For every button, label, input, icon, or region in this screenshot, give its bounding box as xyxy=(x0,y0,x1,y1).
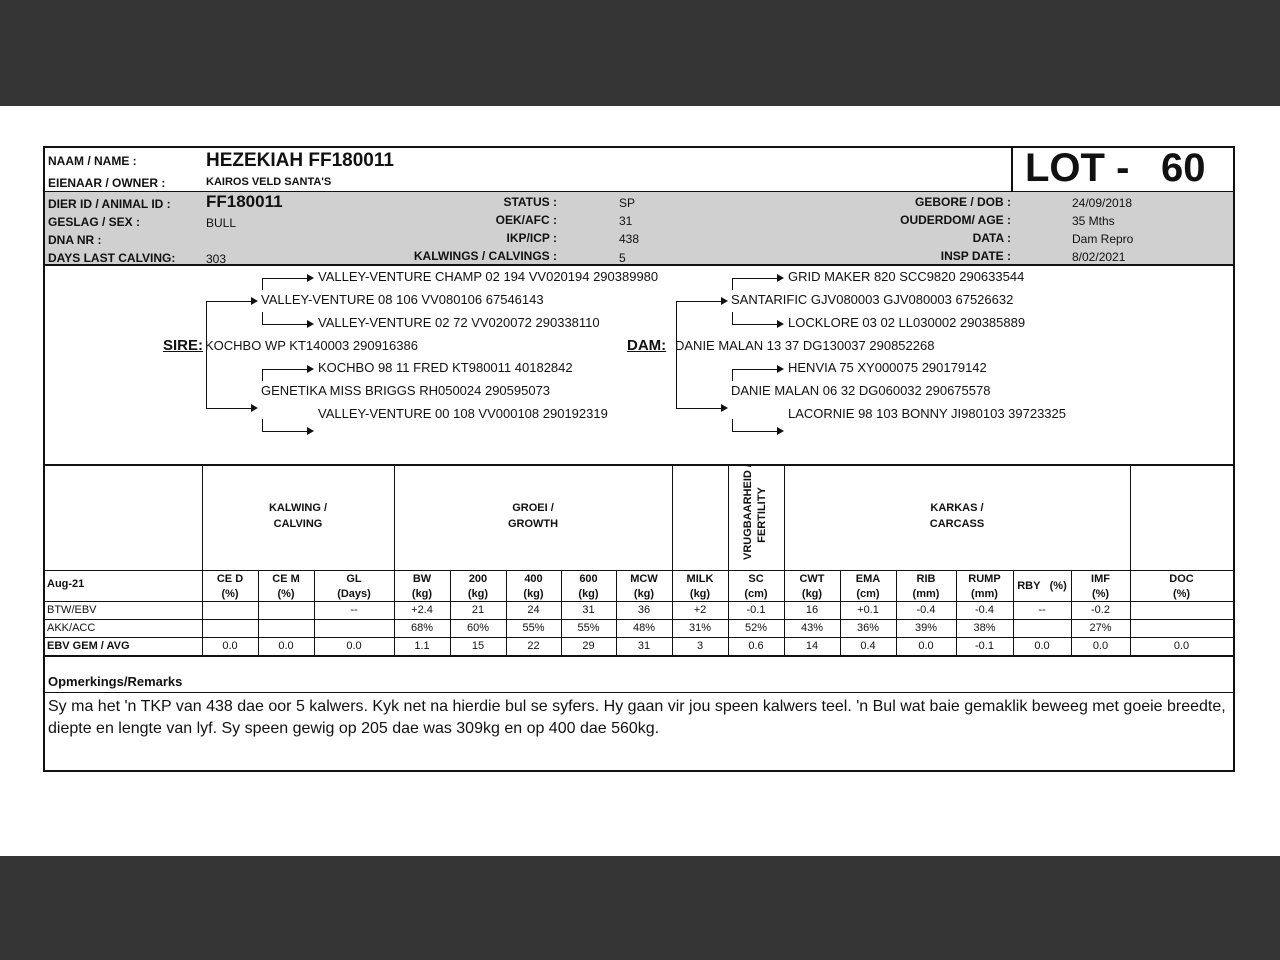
lot-sheet xyxy=(43,146,1235,772)
col-sc: SC (cm) xyxy=(744,573,768,600)
ebv-cell: 38% xyxy=(973,622,996,634)
sire-sire-dam: VALLEY-VENTURE 02 72 VV020072 290338110 xyxy=(318,315,600,330)
sire-sire-sire: VALLEY-VENTURE CHAMP 02 194 VV020194 290389980 xyxy=(318,269,659,284)
ebv-cell: 31 xyxy=(637,640,651,652)
col-cwt: CWT (kg) xyxy=(799,573,825,600)
ebv-cell: 0.0 xyxy=(278,640,294,652)
row-label-avg: EBV GEM / AVG xyxy=(47,640,130,652)
calving-group: KALWING / CALVING xyxy=(268,502,328,530)
sire-dam-sire: KOCHBO 98 11 FRED KT980011 40182842 xyxy=(318,360,573,375)
sire-dam: GENETIKA MISS BRIGGS RH050024 290595073 xyxy=(261,383,551,398)
ebv-cell: 0.4 xyxy=(860,640,876,652)
owner-label: EIENAAR / OWNER : xyxy=(48,176,166,190)
col-milk: MILK (kg) xyxy=(686,573,714,600)
data-value: Dam Repro xyxy=(1072,232,1134,246)
col-rby: RBY (%) xyxy=(1017,580,1067,592)
ebv-cell: 48% xyxy=(632,622,656,634)
afc-label: OEK/AFC : xyxy=(495,213,557,227)
ebv-cell: 31% xyxy=(688,622,712,634)
header-section xyxy=(45,148,1233,192)
icp-label: IKP/ICP : xyxy=(506,231,557,245)
age-value: 35 Mths xyxy=(1072,214,1115,228)
ebv-cell: 21 xyxy=(471,604,485,616)
remarks-heading: Opmerkings/Remarks xyxy=(48,674,183,689)
dam-label: DAM: xyxy=(627,337,667,354)
col-600: 600 (kg) xyxy=(578,573,599,600)
dam-sire-dam: LOCKLORE 03 02 LL030002 290385889 xyxy=(788,315,1026,330)
col-ema: EMA (cm) xyxy=(855,573,881,600)
insp-date-value: 8/02/2021 xyxy=(1072,250,1126,264)
sire-dam-dam: VALLEY-VENTURE 00 108 VV000108 290192319 xyxy=(318,406,608,421)
lot-label: LOT - xyxy=(1025,146,1130,190)
col-rump: RUMP (mm) xyxy=(968,573,1001,600)
row-label-ebv: BTW/EBV xyxy=(47,604,97,616)
row-label-acc: AKK/ACC xyxy=(47,622,96,634)
ebv-period: Aug-21 xyxy=(47,578,85,590)
ebv-cell: 36% xyxy=(856,622,880,634)
ebv-cell: 0.0 xyxy=(222,640,238,652)
ebv-cell: -0.2 xyxy=(1091,604,1110,616)
ebv-cell: +0.1 xyxy=(857,604,879,616)
dam-dam-dam: LACORNIE 98 103 BONNY JI980103 39723325 xyxy=(788,406,1066,421)
owner-value: KAIROS VELD SANTA'S xyxy=(206,176,332,188)
col-mcw: MCW (kg) xyxy=(630,573,658,600)
sex-label: GESLAG / SEX : xyxy=(48,215,141,229)
animal-id-label: DIER ID / ANIMAL ID : xyxy=(48,197,171,211)
ebv-cell: 14 xyxy=(805,640,819,652)
animal-id-value: FF180011 xyxy=(206,192,283,211)
col-imf: IMF (%) xyxy=(1091,573,1110,600)
ebv-cell: -- xyxy=(350,604,358,616)
col-cem: CE M (%) xyxy=(272,573,300,600)
carcass-group: KARKAS / CARCASS xyxy=(929,502,985,530)
dna-label: DNA NR : xyxy=(48,233,102,247)
col-400: 400 (kg) xyxy=(523,573,544,600)
ebv-cell: 3 xyxy=(696,640,704,652)
ebv-cell: 52% xyxy=(744,622,768,634)
ebv-cell: -0.1 xyxy=(975,640,994,652)
ebv-cell: -0.1 xyxy=(746,604,766,616)
insp-date-label: INSP DATE : xyxy=(940,249,1011,263)
afc-value: 31 xyxy=(619,214,633,228)
dam-sire-sire: GRID MAKER 820 SCC9820 290633544 xyxy=(788,269,1025,284)
animal-name: HEZEKIAH FF180011 xyxy=(206,150,394,171)
col-doc: DOC (%) xyxy=(1169,573,1194,600)
ebv-cell: 55% xyxy=(522,622,545,634)
icp-value: 438 xyxy=(619,232,640,246)
sex-value: BULL xyxy=(206,216,237,230)
ebv-cell: 16 xyxy=(805,604,819,616)
calvings-value: 5 xyxy=(619,251,626,265)
status-value: SP xyxy=(619,196,636,210)
ebv-cell: -- xyxy=(1038,604,1046,616)
col-gl: GL (Days) xyxy=(337,573,371,600)
sire-sire: VALLEY-VENTURE 08 106 VV080106 67546143 xyxy=(261,292,544,307)
lot-number: 60 xyxy=(1161,146,1206,190)
ebv-cell: 68% xyxy=(410,622,434,634)
viewer-bottom-bar xyxy=(0,856,1280,960)
ebv-cell: -0.4 xyxy=(975,604,994,616)
ebv-cell: 43% xyxy=(800,622,824,634)
growth-group: GROEI / GROWTH xyxy=(507,502,559,530)
ebv-cell: 0.0 xyxy=(346,640,362,652)
days-last-calving-label: DAYS LAST CALVING: xyxy=(48,251,176,265)
sire: KOCHBO WP KT140003 290916386 xyxy=(205,338,418,353)
ebv-cell: +2.4 xyxy=(411,604,433,616)
dob-label: GEBORE / DOB : xyxy=(914,195,1011,209)
calvings-label: KALWINGS / CALVINGS : xyxy=(413,249,557,263)
sire-label: SIRE: xyxy=(163,337,204,354)
name-label: NAAM / NAME : xyxy=(48,154,137,168)
dam-dam-sire: HENVIA 75 XY000075 290179142 xyxy=(788,360,987,375)
ebv-cell: 27% xyxy=(1089,622,1112,634)
data-label: DATA : xyxy=(972,231,1011,245)
document-page xyxy=(0,106,1280,856)
status-label: STATUS : xyxy=(503,195,557,209)
ebv-cell: -0.4 xyxy=(916,604,936,616)
dam-dam: DANIE MALAN 06 32 DG060032 290675578 xyxy=(731,383,991,398)
col-bw: BW (kg) xyxy=(411,573,433,600)
col-ced: CE D (%) xyxy=(216,573,244,600)
ebv-table xyxy=(45,466,1233,657)
ebv-cell: 0.6 xyxy=(748,640,764,652)
ebv-cell: 0.0 xyxy=(1173,640,1190,652)
ebv-cell: 0.0 xyxy=(918,640,934,652)
pedigree-section xyxy=(45,268,1233,466)
age-label: OUDERDOM/ AGE : xyxy=(900,213,1011,227)
ebv-cell: 55% xyxy=(577,622,600,634)
ebv-cell: 22 xyxy=(527,640,540,652)
col-200: 200 (kg) xyxy=(467,573,489,600)
dam-sire: SANTARIFIC GJV080003 GJV080003 67526632 xyxy=(731,292,1014,307)
ebv-cell: 0.0 xyxy=(1092,640,1109,652)
ebv-cell: 29 xyxy=(582,640,595,652)
ebv-cell: 24 xyxy=(527,604,540,616)
ebv-cell: 31 xyxy=(582,604,595,616)
col-rib: RIB (mm) xyxy=(912,573,940,600)
days-last-calving-value: 303 xyxy=(206,252,227,266)
info-band xyxy=(45,192,1233,266)
lot-box xyxy=(1011,148,1233,192)
ebv-cell: 36 xyxy=(637,604,651,616)
ebv-cell: 1.1 xyxy=(414,640,430,652)
dob-value: 24/09/2018 xyxy=(1072,196,1133,210)
remarks-text: Sy ma het 'n TKP van 438 dae oor 5 kalwers. Kyk net na hierdie bul se syfers. Hy gaan vir jou speen kalwers teel. 'n Bul wat baie gemaklik beweeg met goeie breedte, diepte en lengte van lyf. Sy speen gewig op 205 dae was 309kg en op 400 dae 560kg. xyxy=(48,698,1226,737)
ebv-cell: 15 xyxy=(471,640,485,652)
ebv-cell: +2 xyxy=(693,604,707,616)
ebv-cell: 39% xyxy=(914,622,938,634)
dam: DANIE MALAN 13 37 DG130037 290852268 xyxy=(675,338,935,353)
ebv-cell: 60% xyxy=(466,622,490,634)
viewer-top-bar xyxy=(0,0,1280,106)
ebv-cell: 0.0 xyxy=(1034,640,1050,652)
fertility-group: VRUGBAARHEID / FERTILITY xyxy=(742,464,768,560)
